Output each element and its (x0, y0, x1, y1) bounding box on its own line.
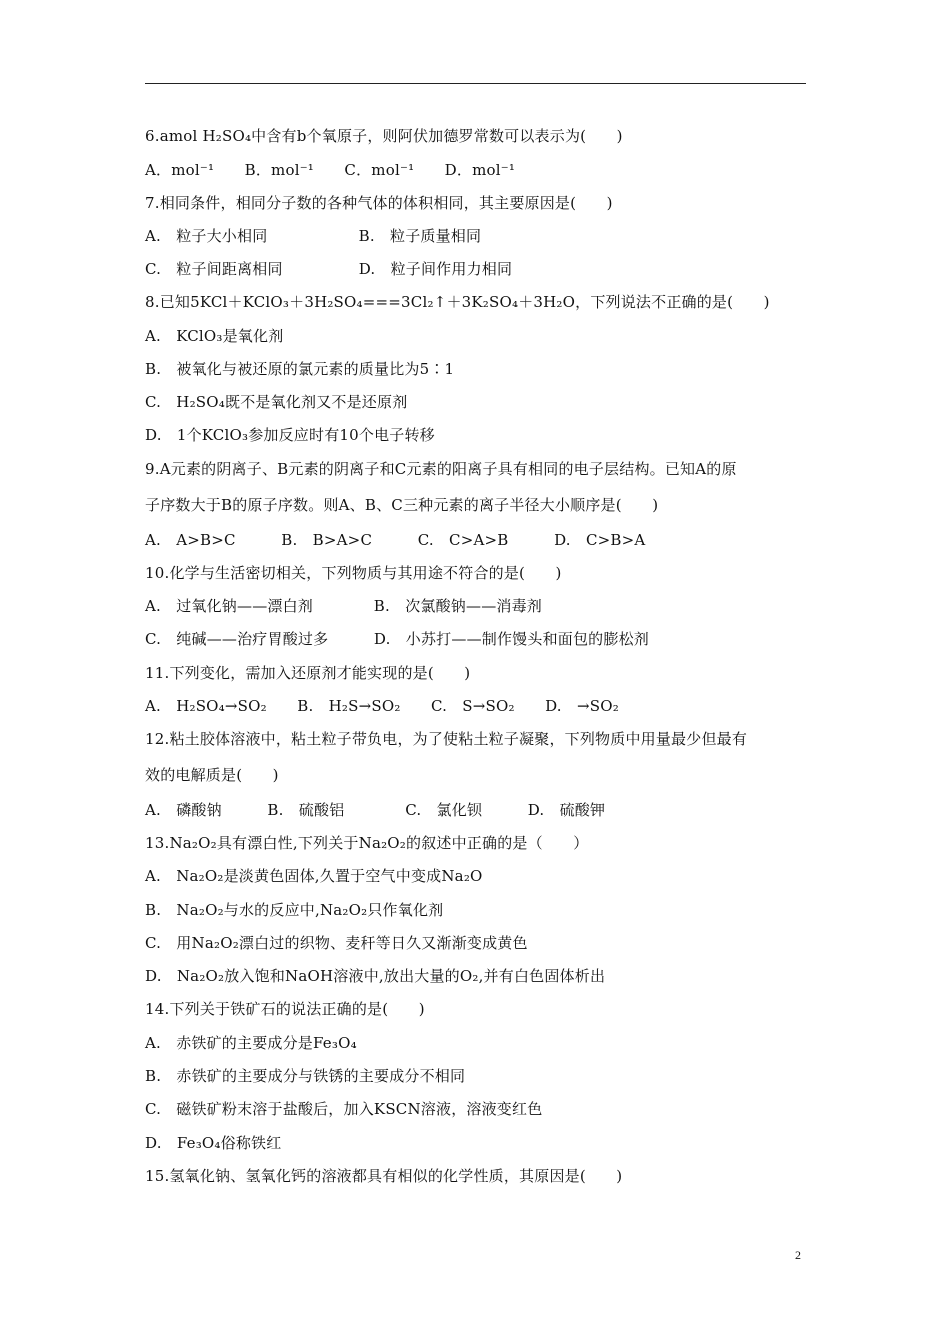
question-14-option-a: A. 赤铁矿的主要成分是Fe₃O₄ (145, 1034, 357, 1052)
question-8-option-a: A. KClO₃是氧化剂 (145, 327, 284, 345)
question-14-option-d: D. Fe₃O₄俗称铁红 (145, 1134, 282, 1152)
question-10-options-cd: C. 纯碱——治疗胃酸过多 D. 小苏打——制作馒头和面包的膨松剂 (145, 630, 649, 648)
question-8-option-b: B. 被氧化与被还原的氯元素的质量比为5∶1 (145, 360, 455, 378)
question-13: 13.Na₂O₂具有漂白性,下列关于Na₂O₂的叙述中正确的是（ ） (145, 834, 589, 852)
question-13-option-c: C. 用Na₂O₂漂白过的织物、麦秆等日久又渐渐变成黄色 (145, 934, 528, 952)
question-10: 10.化学与生活密切相关，下列物质与其用途不符合的是( ) (145, 564, 562, 582)
question-12-cont: 效的电解质是( ) (145, 766, 279, 784)
question-9-cont: 子序数大于B的原子序数。则A、B、C三种元素的离子半径大小顺序是( ) (145, 496, 659, 514)
question-7-options-ab: A. 粒子大小相同 B. 粒子质量相同 (145, 227, 482, 245)
header-rule (145, 83, 806, 84)
question-6-options: A．mol⁻¹ B．mol⁻¹ C．mol⁻¹ D．mol⁻¹ (145, 161, 516, 179)
question-13-option-a: A. Na₂O₂是淡黄色固体,久置于空气中变成Na₂O (145, 867, 483, 885)
question-13-option-d: D. Na₂O₂放入饱和NaOH溶液中,放出大量的O₂,并有白色固体析出 (145, 967, 606, 985)
question-9-options: A. A>B>C B. B>A>C C. C>A>B D. C>B>A (145, 531, 646, 549)
question-9: 9.A元素的阴离子、B元素的阴离子和C元素的阳离子具有相同的电子层结构。已知A的原 (145, 460, 737, 478)
question-11-options: A. H₂SO₄→SO₂ B. H₂S→SO₂ C. S→SO₂ D. →SO₂ (145, 697, 619, 715)
question-6: 6.amol H₂SO₄中含有b个氧原子，则阿伏加德罗常数可以表示为( ) (145, 127, 623, 145)
question-14: 14.下列关于铁矿石的说法正确的是( ) (145, 1000, 425, 1018)
question-7: 7.相同条件，相同分子数的各种气体的体积相同，其主要原因是( ) (145, 194, 613, 212)
question-10-options-ab: A. 过氧化钠——漂白剂 B. 次氯酸钠——消毒剂 (145, 597, 542, 615)
question-8-option-d: D. 1个KClO₃参加反应时有10个电子转移 (145, 426, 435, 444)
question-14-option-b: B. 赤铁矿的主要成分与铁锈的主要成分不相同 (145, 1067, 466, 1085)
question-15: 15.氢氧化钠、氢氧化钙的溶液都具有相似的化学性质，其原因是( ) (145, 1167, 623, 1185)
page-number: 2 (795, 1248, 801, 1262)
question-12: 12.粘土胶体溶液中，粘土粒子带负电，为了使粘土粒子凝聚，下列物质中用量最少但最有 (145, 730, 748, 748)
question-12-options: A. 磷酸钠 B. 硫酸铝 C. 氯化钡 D. 硫酸钾 (145, 801, 606, 819)
question-7-options-cd: C. 粒子间距离相同 D. 粒子间作用力相同 (145, 260, 513, 278)
question-13-option-b: B. Na₂O₂与水的反应中,Na₂O₂只作氧化剂 (145, 901, 444, 919)
question-14-option-c: C. 磁铁矿粉末溶于盐酸后，加入KSCN溶液，溶液变红色 (145, 1100, 543, 1118)
question-8: 8.已知5KCl＋KClO₃＋3H₂SO₄===3Cl₂↑＋3K₂SO₄＋3H₂O，下列说法不正确的是( ) (145, 293, 770, 311)
question-8-option-c: C. H₂SO₄既不是氧化剂又不是还原剂 (145, 393, 408, 411)
question-11: 11.下列变化，需加入还原剂才能实现的是( ) (145, 664, 471, 682)
